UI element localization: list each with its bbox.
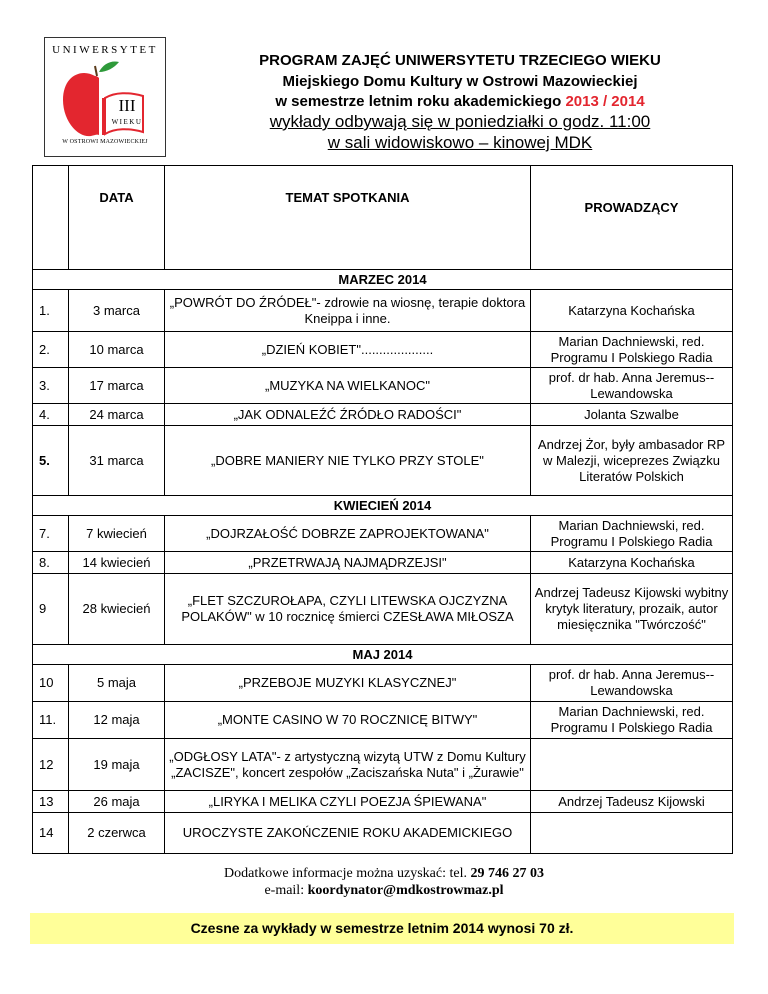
table-row [33, 332, 733, 368]
row-host [531, 739, 733, 791]
row-number: 9 [33, 574, 69, 645]
row-topic: „LIRYKA I MELIKA CZYLI POEZJA ŚPIEWANA" [165, 791, 531, 813]
row-topic: „FLET SZCZUROŁAPA, CZYLI LITEWSKA OJCZYZNA POLAKÓW" w 10 rocznicę śmierci CZESŁAWA MIŁOSZA [165, 574, 531, 645]
month-name: MARZEC 2014 [33, 270, 733, 290]
month-name: KWIECIEŃ 2014 [33, 496, 733, 516]
row-date: 17 marca [69, 368, 165, 404]
semester-text: w semestrze letnim roku akademickiego [275, 93, 562, 110]
footer-info-text: Dodatkowe informacje można uzyskać: tel. [224, 866, 467, 881]
row-topic: „MONTE CASINO W 70 ROCZNICĘ BITWY" [165, 702, 531, 739]
row-date: 24 marca [69, 404, 165, 426]
row-host: prof. dr hab. Anna Jeremus--Lewandowska [531, 368, 733, 404]
table-row [33, 516, 733, 552]
month-row [33, 270, 733, 290]
table-row [33, 791, 733, 813]
schedule-table [32, 165, 733, 854]
column-header-date: DATA [69, 166, 165, 270]
row-topic: „MUZYKA NA WIELKANOC" [165, 368, 531, 404]
row-topic: „ODGŁOSY LATA"- z artystyczną wizytą UTW z Domu Kultury „ZACISZE", koncert zespołów „Zaciszańska Nuta" i „Żurawie" [165, 739, 531, 791]
row-topic: „JAK ODNALEŹĆ ŹRÓDŁO RADOŚCI" [165, 404, 531, 426]
row-date: 7 kwiecień [69, 516, 165, 552]
row-date: 31 marca [69, 426, 165, 496]
row-host: Marian Dachniewski, red. Programu I Polskiego Radia [531, 702, 733, 739]
row-host: Katarzyna Kochańska [531, 290, 733, 332]
table-row [33, 426, 733, 496]
month-row [33, 645, 733, 665]
footer-info [0, 866, 768, 882]
logo-top-text: UNIWERSYTET [52, 44, 158, 56]
row-date: 3 marca [69, 290, 165, 332]
column-header-host: PROWADZĄCY [531, 166, 733, 270]
row-topic: „DZIEŃ KOBIET".................... [165, 332, 531, 368]
month-row [33, 496, 733, 516]
row-number: 12 [33, 739, 69, 791]
program-subtitle: Miejskiego Domu Kultury w Ostrowi Mazowieckiej [282, 73, 638, 90]
table-row [33, 739, 733, 791]
row-number: 8. [33, 552, 69, 574]
logo [44, 37, 166, 157]
program-title: PROGRAM ZAJĘĆ UNIWERSYTETU TRZECIEGO WIEKU [259, 52, 661, 69]
row-number: 3. [33, 368, 69, 404]
row-date: 14 kwiecień [69, 552, 165, 574]
row-date: 28 kwiecień [69, 574, 165, 645]
row-number: 14 [33, 813, 69, 854]
logo-bottom-text: W OSTROWI MAZOWIECKIEJ [62, 139, 148, 145]
footer-email [0, 883, 768, 899]
table-row [33, 702, 733, 739]
row-host: Andrzej Żor, były ambasador RP w Malezji, wiceprezes Związku Literatów Polskich [531, 426, 733, 496]
semester-line [190, 93, 730, 110]
month-name: MAJ 2014 [33, 645, 733, 665]
schedule-body [33, 166, 733, 854]
row-date: 19 maja [69, 739, 165, 791]
row-topic: „PRZEBOJE MUZYKI KLASYCZNEJ" [165, 665, 531, 702]
row-number: 1. [33, 290, 69, 332]
row-number: 13 [33, 791, 69, 813]
table-header-row [33, 166, 733, 270]
row-date: 2 czerwca [69, 813, 165, 854]
row-date: 12 maja [69, 702, 165, 739]
table-row [33, 290, 733, 332]
table-row [33, 574, 733, 645]
row-number: 5. [33, 426, 69, 496]
fee-notice: Czesne za wykłady w semestrze letnim 2014 wynosi 70 zł. [30, 913, 734, 944]
row-number: 7. [33, 516, 69, 552]
column-header-number [33, 166, 69, 270]
table-row [33, 552, 733, 574]
row-topic: UROCZYSTE ZAKOŃCZENIE ROKU AKADEMICKIEGO [165, 813, 531, 854]
row-host: Marian Dachniewski, red. Programu I Polskiego Radia [531, 332, 733, 368]
row-date: 10 marca [69, 332, 165, 368]
footer-email-label: e-mail: [264, 883, 305, 898]
table-row [33, 665, 733, 702]
row-host: Andrzej Tadeusz Kijowski wybitny krytyk literatury, prozaik, autor miesięcznika "Twórczość" [531, 574, 733, 645]
row-host [531, 813, 733, 854]
row-host: Marian Dachniewski, red. Programu I Polskiego Radia [531, 516, 733, 552]
column-header-topic: TEMAT SPOTKANIA [165, 166, 531, 270]
row-topic: „POWRÓT DO ŹRÓDEŁ"- zdrowie na wiosnę, terapie doktora Kneippa i inne. [165, 290, 531, 332]
footer-phone: 29 746 27 03 [470, 866, 544, 881]
row-topic: „DOJRZAŁOŚĆ DOBRZE ZAPROJEKTOWANA" [165, 516, 531, 552]
row-date: 26 maja [69, 791, 165, 813]
row-topic: „PRZETRWAJĄ NAJMĄDRZEJSI" [165, 552, 531, 574]
row-date: 5 maja [69, 665, 165, 702]
row-topic: „DOBRE MANIERY NIE TYLKO PRZY STOLE" [165, 426, 531, 496]
row-host: prof. dr hab. Anna Jeremus--Lewandowska [531, 665, 733, 702]
table-row [33, 813, 733, 854]
row-host: Andrzej Tadeusz Kijowski [531, 791, 733, 813]
logo-wieku: WIEKU [111, 118, 143, 126]
table-row [33, 368, 733, 404]
table-row [33, 404, 733, 426]
row-number: 10 [33, 665, 69, 702]
lecture-time: wykłady odbywają się w poniedziałki o godz. 11:00 [269, 112, 651, 131]
row-number: 2. [33, 332, 69, 368]
lecture-venue: w sali widowiskowo – kinowej MDK [327, 133, 593, 152]
logo-roman-numeral: III [118, 96, 136, 115]
row-host: Katarzyna Kochańska [531, 552, 733, 574]
row-host: Jolanta Szwalbe [531, 404, 733, 426]
academic-year: 2013 / 2014 [565, 93, 645, 110]
row-number: 4. [33, 404, 69, 426]
row-number: 11. [33, 702, 69, 739]
footer-email-address: koordynator@mdkostrowmaz.pl [307, 883, 504, 898]
